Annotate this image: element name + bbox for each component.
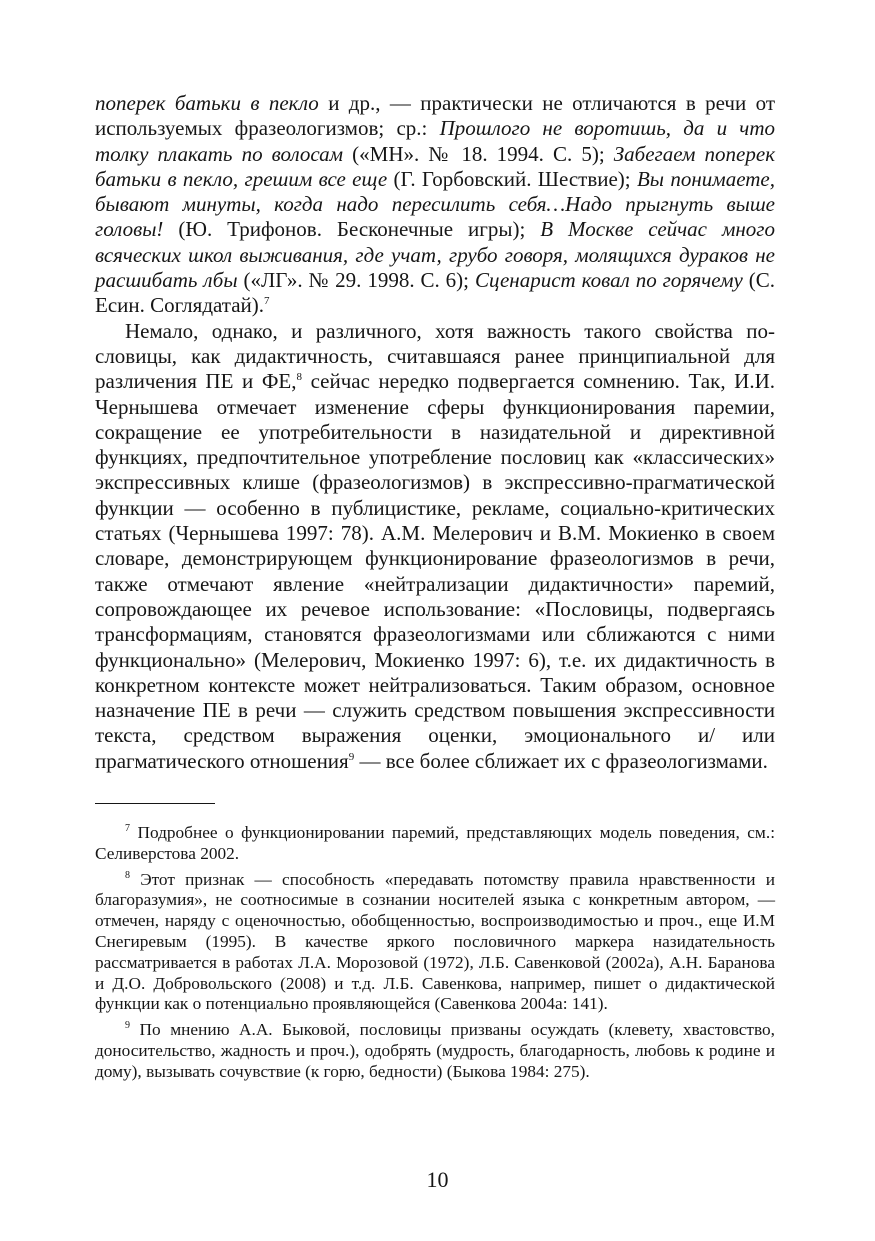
italic-quote: Сценарист ковал по горячему xyxy=(474,268,743,293)
text-run: — все более сближает их с фразеологизмами. xyxy=(354,748,768,773)
footnote-text: Этот признак — способность «передавать потомству правила нравственности и благоразумия», не соотносимые в сознании носителей языка с конкретным автором, — отмечен, наряду с оценочностью, обобщенностью, воспроизводимостью и проч., еще И.М Снегиревым (1995). В качестве яркого пословичного маркера назидательность рассматривается в работах Л.А. Морозовой (1972), Л.Б. Савенковой (2002а), А.Н. Баранова и Д.О. Добровольского (2008) и т.д. Л.Б. Савенкова, например, пишет о дидактической функции как о потенциально проявляющейся (Савенкова 2004а: 141). xyxy=(95,869,775,1014)
italic-quote: Забегаем поперек батьки в пекло, грешим все еще xyxy=(95,141,776,191)
italic-quote: Прошлого не воротишь, да и что толку плакать по волосам xyxy=(95,116,775,166)
footnote-number: 9 xyxy=(125,1020,130,1032)
footnotes xyxy=(95,823,775,1088)
footnote-8 xyxy=(95,870,775,1016)
italic-quote: В Москве сейчас много всяческих школ выживания, где учат, грубо говоря, молящихся дураков не расшибать лбы xyxy=(95,217,775,293)
text-run: и др., — практически не отличаются в речи от используемых фразеологизмов; ср.: xyxy=(95,91,775,141)
footnote-7 xyxy=(95,823,775,865)
footnote-ref: 7 xyxy=(264,295,270,308)
text-run: (Г. Горбовский. Шествие); xyxy=(387,166,637,191)
footnote-number: 8 xyxy=(125,869,130,881)
text-run: сейчас нередко подвергается сомнению. Так, И.И. Чернышева отмечает изменение сферы функционирования паремии, сокращение ее употребительности в назидательной и директивной функциях, предпочтительное употребление пословиц как «классических» экспрессивных клише (фразеологизмов) в экспрессивно-прагматической функции — особенно в публицистике, рекламе, социально-критических статьях (Чернышева 1997: 78). А.М. Мелерович и В.М. Мокиенко в своем словаре, демонстрирующем функционирование фразеологизмов в речи, также отмечают явление «нейтрализации дидактичности» паремий, сопровождающее их речевое использование: «Пословицы, подвергаясь трансформациям, становятся фразеологизмами или сближаются с ними функционально» (Мелерович, Мокиенко 1997: 6), т.е. их дидактичность в конкретном контексте может нейтрализоваться. Таким образом, основное назначение ПЕ в речи — служить средством повышения экспрессивности текста, средством выражения оценки, эмоционального и/ или прагматического отношения xyxy=(95,369,775,773)
paragraph-1 xyxy=(95,91,775,319)
text-run: («ЛГ». № 29. 1998. С. 6); xyxy=(237,268,475,293)
text-run: (С. Есин. Соглядатай). xyxy=(95,268,775,318)
footnote-text: Подробнее о функционировании паремий, представляющих модель поведения, см.: Селиверстова 2002. xyxy=(95,823,775,863)
footnote-ref: 9 xyxy=(348,750,355,763)
page-number: 10 xyxy=(426,1167,449,1192)
footnote-9 xyxy=(95,1020,775,1082)
footnote-number: 7 xyxy=(125,823,130,834)
footnote-text: По мнению А.А. Быковой, пословицы призваны осуждать (клевету, хвастовство, доносительство, жадность и проч.), одобрять (мудрость, благодарность, любовь к родине и дому), вызывать сочувствие (к горю, бедности) (Быкова 1984: 275). xyxy=(95,1020,775,1081)
footnote-separator xyxy=(95,803,215,804)
footnote-ref: 8 xyxy=(296,371,303,384)
text-run: (Ю. Трифонов. Бесконечные игры); xyxy=(163,217,541,242)
italic-quote: поперек батьки в пекло xyxy=(95,91,319,115)
main-text xyxy=(95,91,775,774)
text-run: («МН». № 18. 1994. С. 5); xyxy=(343,141,614,166)
text-run: Немало, однако, и различного, хотя важность такого свойства пословицы, как дидактичность, считавшаяся ранее принципиальной для различения ПЕ и ФЕ, xyxy=(95,318,775,394)
italic-quote: Вы понимаете, бывают минуты, когда надо пересилить себя…Надо прыгнуть выше головы! xyxy=(95,166,775,242)
paragraph-2 xyxy=(95,319,775,774)
